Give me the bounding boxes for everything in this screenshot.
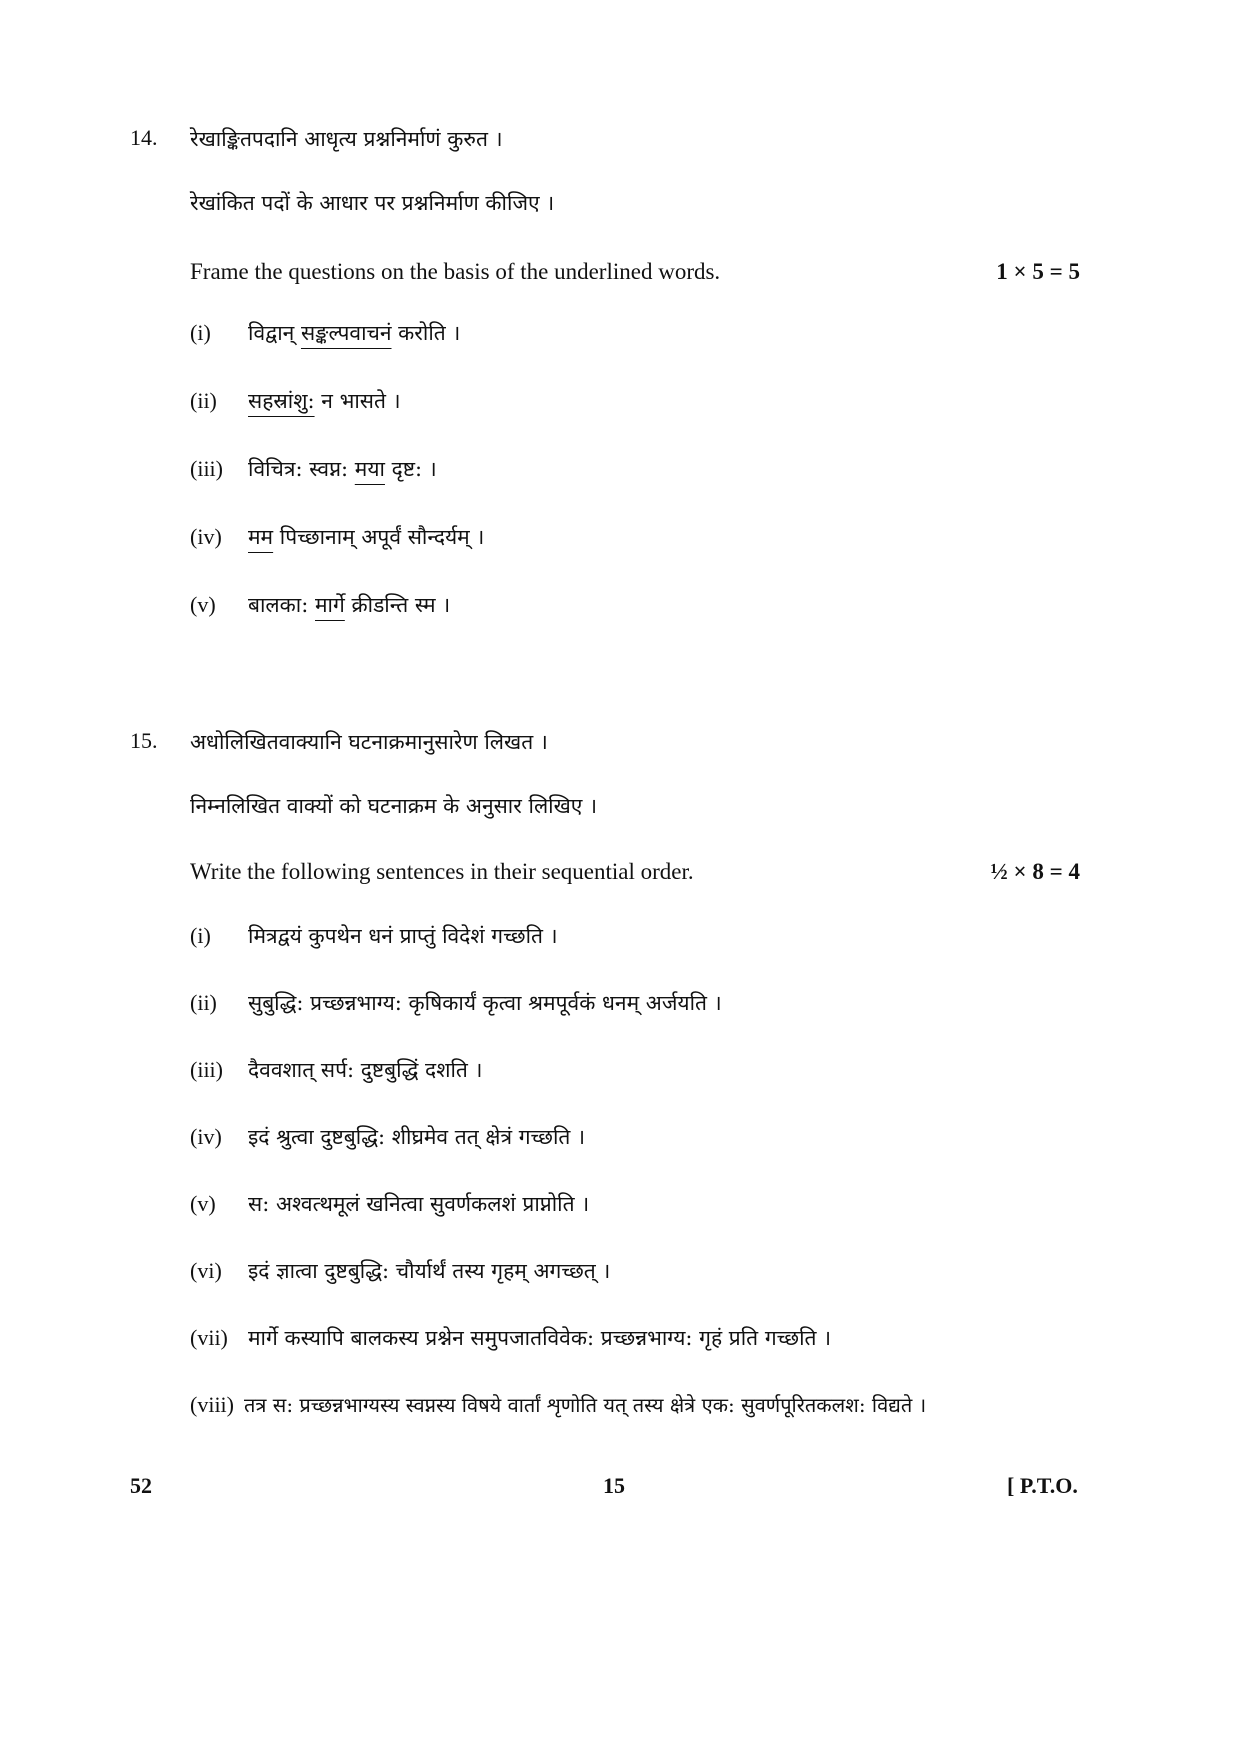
list-item: (i) विद्वान् सङ्कल्पवाचनं करोति । bbox=[190, 320, 461, 345]
list-item: (vii) मार्गे कस्यापि बालकस्य प्रश्नेन समुपजातविवेक: प्रच्छन्नभाग्य: गृहं प्रति गच्छति । bbox=[190, 1325, 832, 1350]
question-sanskrit: रेखाङ्कितपदानि आधृत्य प्रश्ननिर्माणं कुरुत । bbox=[190, 127, 503, 151]
question-marks: 1 × 5 = 5 bbox=[996, 259, 1080, 284]
question-hindi: रेखांकित पदों के आधार पर प्रश्ननिर्माण कीजिए । bbox=[190, 191, 555, 215]
question-english: Write the following sentences in their sequential order. bbox=[190, 859, 694, 884]
list-item: (viii) तत्र स: प्रच्छन्नभाग्यस्य स्वप्नस्य विषये वार्तां शृणोति यत् तस्य क्षेत्रे एक: सुवर्णपूरितकलश: विद्यते । bbox=[190, 1392, 927, 1417]
page-number: 15 bbox=[603, 1473, 625, 1498]
list-item: (iii) विचित्र: स्वप्न: मया दृष्ट: । bbox=[190, 456, 437, 481]
list-item: (i) मित्रद्वयं कुपथेन धनं प्राप्तुं विदेशं गच्छति । bbox=[190, 923, 558, 948]
question-number: 15. bbox=[130, 728, 158, 753]
list-item: (iii) दैववशात् सर्प: दुष्टबुद्धिं दशति । bbox=[190, 1057, 483, 1082]
question-marks: ½ × 8 = 4 bbox=[990, 859, 1080, 884]
underlined-word: मया bbox=[354, 457, 385, 481]
question-number: 14. bbox=[130, 125, 158, 150]
list-item: (iv) मम पिच्छानाम् अपूर्वं सौन्दर्यम् । bbox=[190, 524, 485, 549]
underlined-word: मार्गे bbox=[315, 593, 345, 617]
paper-code: 52 bbox=[130, 1473, 152, 1498]
list-item: (v) बालका: मार्गे क्रीडन्ति स्म । bbox=[190, 592, 451, 617]
list-item: (iv) इदं श्रुत्वा दुष्टबुद्धि: शीघ्रमेव तत् क्षेत्रं गच्छति । bbox=[190, 1124, 586, 1149]
underlined-word: सहस्रांशु: bbox=[248, 389, 315, 413]
question-sanskrit: अधोलिखितवाक्यानि घटनाक्रमानुसारेण लिखत । bbox=[190, 730, 548, 754]
list-item: (v) स: अश्वत्थमूलं खनित्वा सुवर्णकलशं प्राप्नोति । bbox=[190, 1191, 590, 1216]
underlined-word: मम bbox=[248, 525, 274, 549]
question-hindi: निम्नलिखित वाक्यों को घटनाक्रम के अनुसार लिखिए । bbox=[190, 794, 598, 818]
list-item: (ii) सहस्रांशु: न भासते । bbox=[190, 388, 401, 413]
underlined-word: सङ्कल्पवाचनं bbox=[300, 321, 392, 345]
pto-label: [ P.T.O. bbox=[1007, 1473, 1078, 1498]
list-item: (vi) इदं ज्ञात्वा दुष्टबुद्धि: चौर्यार्थं तस्य गृहम् अगच्छत् । bbox=[190, 1258, 611, 1283]
list-item: (ii) सुबुद्धि: प्रच्छन्नभाग्य: कृषिकार्यं कृत्वा श्रमपूर्वकं धनम् अर्जयति । bbox=[190, 990, 722, 1015]
question-english: Frame the questions on the basis of the underlined words. bbox=[190, 259, 721, 284]
